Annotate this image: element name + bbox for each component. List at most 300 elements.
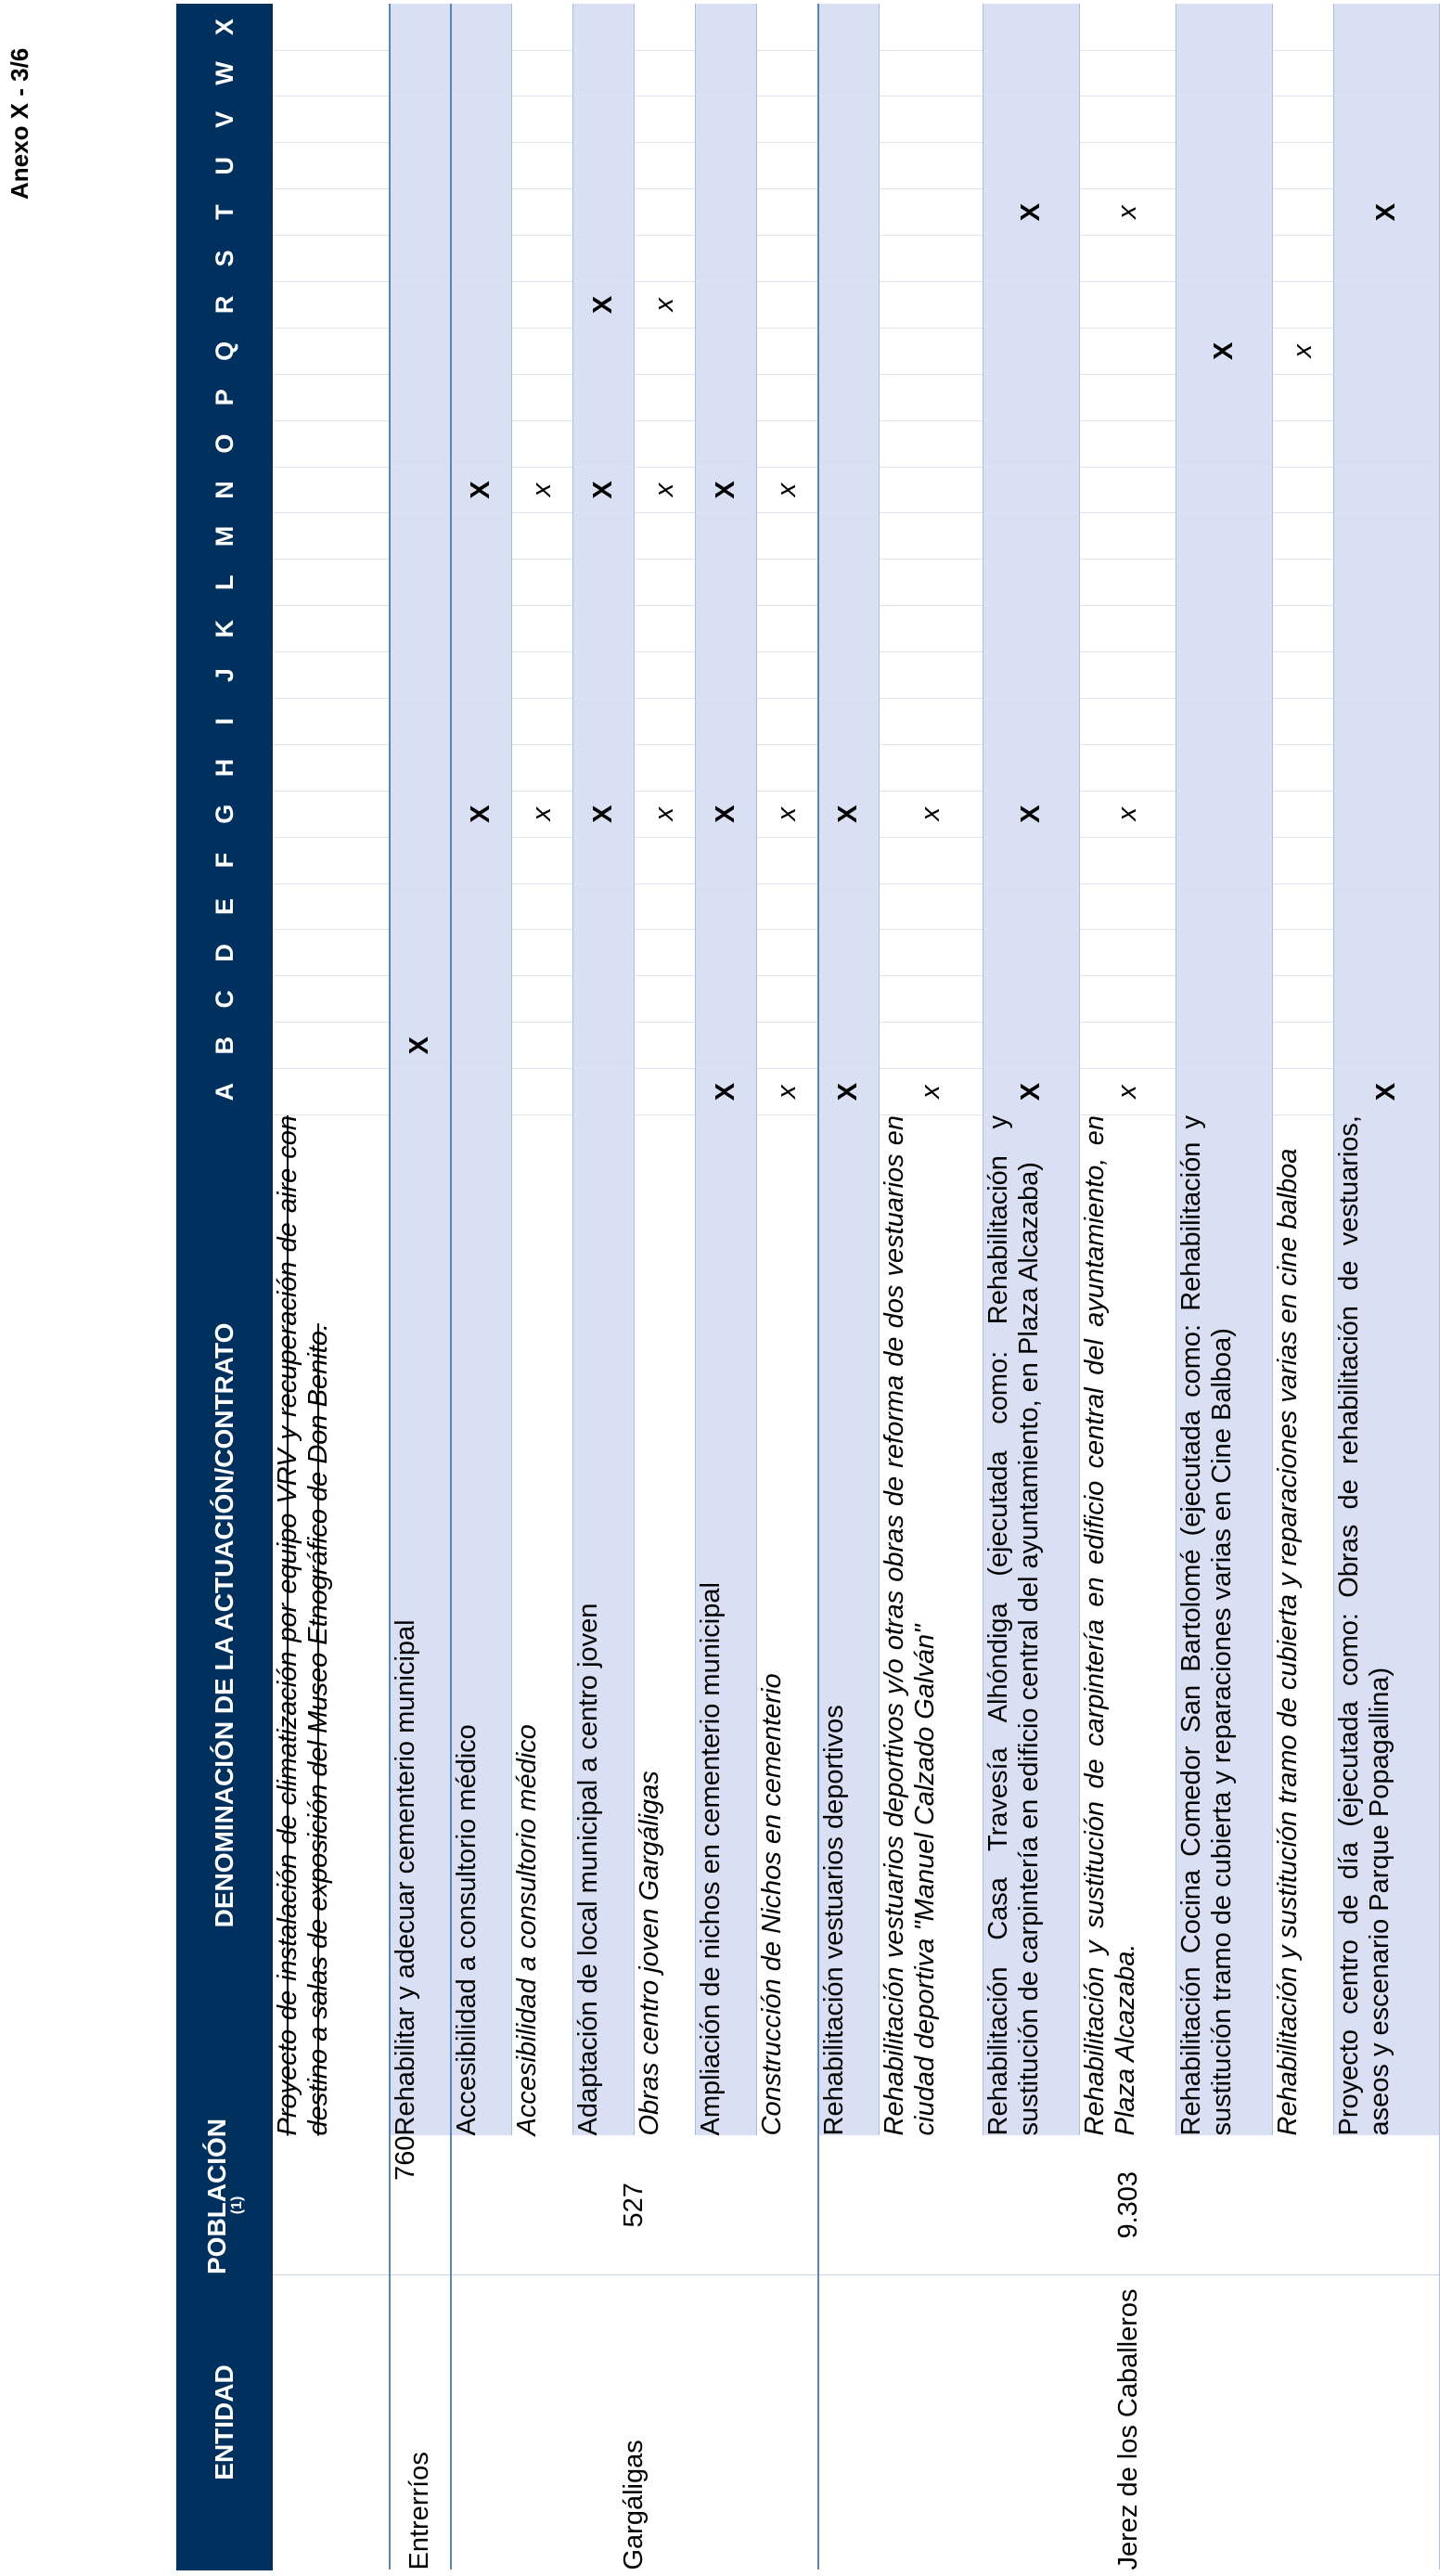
mark-cell-s <box>1176 236 1273 282</box>
mark-cell-g <box>273 791 390 837</box>
mark-cell-d <box>696 930 757 976</box>
mark-cell-s <box>273 236 390 282</box>
mark-cell-q <box>390 328 451 374</box>
mark-cell-t <box>635 189 696 236</box>
action-description: Rehabilitación Casa Travesía Alhóndiga (ejecutada como: Rehabilitación y sustitución de carpintería en edificio central del ayuntamiento, en Plaza Alcazaba) <box>983 1115 1080 2136</box>
mark-cell-p <box>1080 374 1176 420</box>
mark-cell-j <box>451 652 512 699</box>
mark-cell-l <box>512 560 573 606</box>
mark-cell-e <box>818 883 880 930</box>
mark-cell-k <box>1080 606 1176 652</box>
mark-cell-g <box>1334 791 1440 837</box>
header-letter-o: O <box>177 420 273 467</box>
mark-cell-t <box>573 189 635 236</box>
header-letter-n: N <box>177 467 273 513</box>
mark-cell-x <box>390 4 451 50</box>
action-description: Proyecto centro de día (ejecutada como: Obras de rehabilitación de vestuarios, aseos y escenario Parque Popagallina) <box>1334 1115 1440 2136</box>
action-description: Accesibilidad a consultorio médico <box>512 1115 573 2136</box>
mark-cell-x <box>273 4 390 50</box>
mark-cell-v <box>696 97 757 143</box>
mark-cell-t: x <box>1080 189 1176 236</box>
mark-cell-a: X <box>696 1069 757 1115</box>
mark-cell-f <box>983 837 1080 883</box>
mark-cell-x <box>696 4 757 50</box>
mark-cell-i <box>818 698 880 744</box>
mark-cell-f <box>512 837 573 883</box>
mark-cell-j <box>1176 652 1273 699</box>
mark-cell-r <box>1080 281 1176 328</box>
mark-cell-d <box>1273 930 1334 976</box>
mark-cell-v <box>573 97 635 143</box>
mark-cell-r <box>1334 281 1440 328</box>
mark-cell-i <box>880 698 983 744</box>
mark-cell-e <box>1176 883 1273 930</box>
mark-cell-s <box>1273 236 1334 282</box>
mark-cell-p <box>451 374 512 420</box>
header-letter-q: Q <box>177 328 273 374</box>
mark-cell-w <box>1334 50 1440 97</box>
mark-cell-f <box>818 837 880 883</box>
mark-cell-n: x <box>635 467 696 513</box>
mark-cell-e <box>696 883 757 930</box>
mark-cell-g: x <box>757 791 818 837</box>
mark-cell-v <box>1080 97 1176 143</box>
mark-cell-s <box>635 236 696 282</box>
mark-cell-m <box>1334 513 1440 560</box>
population-cell: 760 <box>390 2136 451 2275</box>
mark-cell-m <box>573 513 635 560</box>
mark-cell-v <box>512 97 573 143</box>
mark-cell-c <box>512 976 573 1023</box>
mark-cell-m <box>880 513 983 560</box>
mark-cell-n: x <box>512 467 573 513</box>
population-cell: 527 <box>451 2136 818 2275</box>
mark-cell-d <box>635 930 696 976</box>
mark-cell-d <box>983 930 1080 976</box>
mark-cell-w <box>1176 50 1273 97</box>
mark-cell-s <box>757 236 818 282</box>
mark-cell-q <box>696 328 757 374</box>
mark-cell-i <box>635 698 696 744</box>
mark-cell-d <box>880 930 983 976</box>
mark-cell-i <box>1334 698 1440 744</box>
mark-cell-h <box>390 744 451 791</box>
mark-cell-g <box>390 791 451 837</box>
mark-cell-w <box>451 50 512 97</box>
action-description: Ampliación de nichos en cementerio municipal <box>696 1115 757 2136</box>
mark-cell-w <box>1273 50 1334 97</box>
header-letter-j: J <box>177 652 273 699</box>
mark-cell-b <box>573 1023 635 1069</box>
mark-cell-e <box>983 883 1080 930</box>
mark-cell-a <box>451 1069 512 1115</box>
header-letter-a: A <box>177 1069 273 1115</box>
mark-cell-m <box>818 513 880 560</box>
mark-cell-q: X <box>1176 328 1273 374</box>
mark-cell-m <box>1080 513 1176 560</box>
header-letter-s: S <box>177 236 273 282</box>
table-row <box>390 4 451 2570</box>
mark-cell-v <box>1273 97 1334 143</box>
mark-cell-b <box>757 1023 818 1069</box>
mark-cell-u <box>1080 143 1176 189</box>
mark-cell-i <box>1273 698 1334 744</box>
mark-cell-b <box>696 1023 757 1069</box>
mark-cell-a <box>390 1069 451 1115</box>
header-denominacion: DENOMINACIÓN DE LA ACTUACIÓN/CONTRATO <box>177 1115 273 2136</box>
mark-cell-d <box>1334 930 1440 976</box>
mark-cell-x <box>880 4 983 50</box>
mark-cell-v <box>1176 97 1273 143</box>
mark-cell-n <box>983 467 1080 513</box>
mark-cell-g: X <box>573 791 635 837</box>
header-letter-w: W <box>177 50 273 97</box>
mark-cell-g: X <box>983 791 1080 837</box>
mark-cell-h <box>1176 744 1273 791</box>
mark-cell-j <box>880 652 983 699</box>
mark-cell-l <box>1080 560 1176 606</box>
mark-cell-n <box>1080 467 1176 513</box>
mark-cell-u <box>635 143 696 189</box>
mark-cell-k <box>1334 606 1440 652</box>
mark-cell-o <box>1273 420 1334 467</box>
mark-cell-g: x <box>880 791 983 837</box>
mark-cell-d <box>273 930 390 976</box>
mark-cell-v <box>880 97 983 143</box>
mark-cell-b <box>273 1023 390 1069</box>
mark-cell-j <box>1080 652 1176 699</box>
mark-cell-m <box>1176 513 1273 560</box>
mark-cell-b <box>1176 1023 1273 1069</box>
population-cell <box>273 2136 390 2275</box>
mark-cell-m <box>1273 513 1334 560</box>
mark-cell-s <box>1080 236 1176 282</box>
mark-cell-n <box>273 467 390 513</box>
mark-cell-c <box>1176 976 1273 1023</box>
mark-cell-s <box>390 236 451 282</box>
actions-table <box>176 4 1440 2570</box>
mark-cell-s <box>983 236 1080 282</box>
table-header-row <box>177 4 273 2570</box>
mark-cell-b <box>880 1023 983 1069</box>
mark-cell-g: X <box>451 791 512 837</box>
mark-cell-p <box>390 374 451 420</box>
header-letter-b: B <box>177 1023 273 1069</box>
mark-cell-i <box>757 698 818 744</box>
mark-cell-c <box>757 976 818 1023</box>
mark-cell-d <box>1176 930 1273 976</box>
mark-cell-r <box>818 281 880 328</box>
mark-cell-k <box>696 606 757 652</box>
mark-cell-u <box>273 143 390 189</box>
mark-cell-t: X <box>983 189 1080 236</box>
header-poblacion-note: (1) <box>229 2196 246 2215</box>
header-letter-l: L <box>177 560 273 606</box>
mark-cell-k <box>635 606 696 652</box>
mark-cell-s <box>512 236 573 282</box>
mark-cell-q <box>1334 328 1440 374</box>
mark-cell-u <box>1273 143 1334 189</box>
mark-cell-x <box>1273 4 1334 50</box>
mark-cell-h <box>880 744 983 791</box>
mark-cell-h <box>1080 744 1176 791</box>
mark-cell-c <box>696 976 757 1023</box>
mark-cell-q <box>512 328 573 374</box>
mark-cell-m <box>696 513 757 560</box>
mark-cell-c <box>573 976 635 1023</box>
mark-cell-h <box>757 744 818 791</box>
mark-cell-p <box>573 374 635 420</box>
mark-cell-t <box>1273 189 1334 236</box>
mark-cell-c <box>1334 976 1440 1023</box>
mark-cell-o <box>1080 420 1176 467</box>
mark-cell-l <box>696 560 757 606</box>
mark-cell-v <box>983 97 1080 143</box>
header-letter-v: V <box>177 97 273 143</box>
action-description: Rehabilitación y sustitución tramo de cubierta y reparaciones varias en cine balboa <box>1273 1115 1334 2136</box>
mark-cell-a: x <box>1080 1069 1176 1115</box>
mark-cell-b <box>1273 1023 1334 1069</box>
mark-cell-i <box>273 698 390 744</box>
mark-cell-f <box>880 837 983 883</box>
mark-cell-r <box>390 281 451 328</box>
mark-cell-a: x <box>757 1069 818 1115</box>
mark-cell-q <box>1080 328 1176 374</box>
mark-cell-q <box>273 328 390 374</box>
mark-cell-v <box>757 97 818 143</box>
action-description: Adaptación de local municipal a centro joven <box>573 1115 635 2136</box>
mark-cell-p <box>1273 374 1334 420</box>
mark-cell-p <box>635 374 696 420</box>
mark-cell-w <box>880 50 983 97</box>
mark-cell-x <box>573 4 635 50</box>
mark-cell-v <box>635 97 696 143</box>
mark-cell-l <box>818 560 880 606</box>
mark-cell-f <box>757 837 818 883</box>
mark-cell-q <box>880 328 983 374</box>
mark-cell-c <box>451 976 512 1023</box>
mark-cell-b <box>1334 1023 1440 1069</box>
mark-cell-j <box>1273 652 1334 699</box>
mark-cell-u <box>983 143 1080 189</box>
mark-cell-e <box>1080 883 1176 930</box>
mark-cell-k <box>390 606 451 652</box>
mark-cell-h <box>983 744 1080 791</box>
mark-cell-a <box>1273 1069 1334 1115</box>
mark-cell-o <box>635 420 696 467</box>
mark-cell-b <box>1080 1023 1176 1069</box>
mark-cell-q <box>635 328 696 374</box>
mark-cell-e <box>512 883 573 930</box>
mark-cell-r <box>757 281 818 328</box>
mark-cell-s <box>880 236 983 282</box>
mark-cell-n <box>818 467 880 513</box>
mark-cell-r <box>983 281 1080 328</box>
mark-cell-n <box>880 467 983 513</box>
header-letter-d: D <box>177 930 273 976</box>
mark-cell-f <box>1334 837 1440 883</box>
table-row <box>273 4 390 2570</box>
mark-cell-a <box>273 1069 390 1115</box>
mark-cell-p <box>273 374 390 420</box>
mark-cell-k <box>1176 606 1273 652</box>
mark-cell-r <box>1176 281 1273 328</box>
mark-cell-a: X <box>1334 1069 1440 1115</box>
header-poblacion <box>177 2119 273 2275</box>
mark-cell-o <box>512 420 573 467</box>
mark-cell-c <box>1273 976 1334 1023</box>
mark-cell-i <box>696 698 757 744</box>
mark-cell-l <box>390 560 451 606</box>
mark-cell-e <box>1334 883 1440 930</box>
mark-cell-l <box>451 560 512 606</box>
mark-cell-n <box>390 467 451 513</box>
mark-cell-x <box>1176 4 1273 50</box>
entity-cell <box>273 2275 390 2570</box>
mark-cell-c <box>635 976 696 1023</box>
mark-cell-w <box>390 50 451 97</box>
mark-cell-f <box>635 837 696 883</box>
entity-cell: Jerez de los Caballeros <box>818 2275 1440 2570</box>
mark-cell-x <box>1080 4 1176 50</box>
table-row <box>818 4 880 2570</box>
mark-cell-a <box>573 1069 635 1115</box>
mark-cell-c <box>818 976 880 1023</box>
mark-cell-w <box>573 50 635 97</box>
mark-cell-e <box>273 883 390 930</box>
mark-cell-u <box>512 143 573 189</box>
mark-cell-a <box>512 1069 573 1115</box>
mark-cell-r <box>273 281 390 328</box>
mark-cell-q <box>818 328 880 374</box>
mark-cell-s <box>573 236 635 282</box>
mark-cell-t: X <box>1334 189 1440 236</box>
mark-cell-e <box>1273 883 1334 930</box>
mark-cell-v <box>818 97 880 143</box>
mark-cell-u <box>1334 143 1440 189</box>
header-letter-c: C <box>177 976 273 1023</box>
mark-cell-l <box>273 560 390 606</box>
mark-cell-n: X <box>451 467 512 513</box>
mark-cell-f <box>1080 837 1176 883</box>
action-description: Construcción de Nichos en cementerio <box>757 1115 818 2136</box>
action-description: Rehabilitación y sustitución de carpintería en edificio central del ayuntamiento, en Plaza Alcazaba. <box>1080 1115 1176 2136</box>
mark-cell-t <box>273 189 390 236</box>
mark-cell-o <box>757 420 818 467</box>
mark-cell-j <box>512 652 573 699</box>
mark-cell-g <box>1176 791 1273 837</box>
entity-cell: Gargáligas <box>451 2275 818 2570</box>
mark-cell-o <box>390 420 451 467</box>
mark-cell-h <box>1273 744 1334 791</box>
mark-cell-u <box>757 143 818 189</box>
mark-cell-t <box>880 189 983 236</box>
header-letter-e: E <box>177 883 273 930</box>
mark-cell-r <box>696 281 757 328</box>
mark-cell-f <box>273 837 390 883</box>
mark-cell-m <box>635 513 696 560</box>
mark-cell-v <box>1334 97 1440 143</box>
mark-cell-f <box>451 837 512 883</box>
mark-cell-a <box>1176 1069 1273 1115</box>
mark-cell-o <box>573 420 635 467</box>
mark-cell-g: X <box>818 791 880 837</box>
mark-cell-f <box>573 837 635 883</box>
rotated-page <box>176 4 1447 2570</box>
mark-cell-j <box>273 652 390 699</box>
mark-cell-v <box>390 97 451 143</box>
mark-cell-r <box>512 281 573 328</box>
mark-cell-h <box>1334 744 1440 791</box>
mark-cell-d <box>818 930 880 976</box>
mark-cell-d <box>757 930 818 976</box>
mark-cell-k <box>512 606 573 652</box>
mark-cell-b <box>983 1023 1080 1069</box>
mark-cell-w <box>983 50 1080 97</box>
mark-cell-n <box>1273 467 1334 513</box>
header-letter-u: U <box>177 143 273 189</box>
mark-cell-t <box>757 189 818 236</box>
mark-cell-a: x <box>880 1069 983 1115</box>
mark-cell-g <box>1273 791 1334 837</box>
mark-cell-x <box>635 4 696 50</box>
mark-cell-j <box>696 652 757 699</box>
mark-cell-t <box>512 189 573 236</box>
mark-cell-p <box>1176 374 1273 420</box>
mark-cell-e <box>390 883 451 930</box>
mark-cell-t <box>696 189 757 236</box>
mark-cell-t <box>1176 189 1273 236</box>
mark-cell-e <box>451 883 512 930</box>
mark-cell-l <box>1176 560 1273 606</box>
mark-cell-d <box>573 930 635 976</box>
mark-cell-p <box>880 374 983 420</box>
mark-cell-p <box>818 374 880 420</box>
mark-cell-o <box>273 420 390 467</box>
mark-cell-i <box>573 698 635 744</box>
mark-cell-x <box>983 4 1080 50</box>
mark-cell-i <box>983 698 1080 744</box>
mark-cell-a <box>635 1069 696 1115</box>
mark-cell-n: X <box>573 467 635 513</box>
mark-cell-q <box>573 328 635 374</box>
mark-cell-l <box>573 560 635 606</box>
mark-cell-l <box>757 560 818 606</box>
mark-cell-q <box>757 328 818 374</box>
mark-cell-e <box>757 883 818 930</box>
mark-cell-k <box>983 606 1080 652</box>
mark-cell-f <box>1176 837 1273 883</box>
mark-cell-b <box>512 1023 573 1069</box>
mark-cell-r <box>451 281 512 328</box>
mark-cell-k <box>573 606 635 652</box>
mark-cell-a: X <box>818 1069 880 1115</box>
header-letter-k: K <box>177 606 273 652</box>
mark-cell-w <box>1080 50 1176 97</box>
mark-cell-p <box>757 374 818 420</box>
mark-cell-l <box>635 560 696 606</box>
mark-cell-s <box>818 236 880 282</box>
mark-cell-t <box>451 189 512 236</box>
mark-cell-i <box>1176 698 1273 744</box>
mark-cell-w <box>818 50 880 97</box>
mark-cell-n <box>1176 467 1273 513</box>
mark-cell-i <box>1080 698 1176 744</box>
action-description: Rehabilitación vestuarios deportivos <box>818 1115 880 2136</box>
mark-cell-h <box>273 744 390 791</box>
mark-cell-d <box>390 930 451 976</box>
header-entidad: ENTIDAD <box>177 2275 273 2570</box>
